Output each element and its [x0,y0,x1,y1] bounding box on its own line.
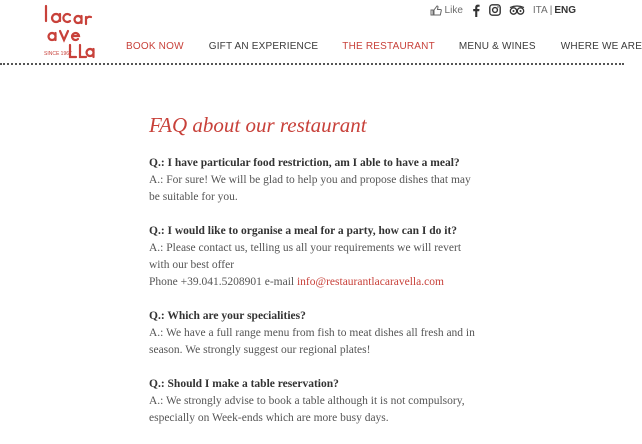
instagram-icon[interactable] [489,4,501,16]
contact-phone: Phone +39.041.5208901 e-mail [149,276,297,288]
lang-ita-link[interactable]: ITA [532,4,548,16]
faq-question: Q.: I would like to organise a meal for a party, how can I do it? [149,225,458,237]
facebook-icon[interactable] [471,4,481,17]
tripadvisor-icon[interactable] [509,5,525,16]
faq-answer: A.: For sure! We will be glad to help you and propose dishes that may be suitable for you. [149,174,471,203]
lang-eng-link[interactable]: ENG [554,4,576,16]
site-header [0,0,642,64]
header-divider [0,63,624,65]
main-nav [126,41,642,52]
lang-separator: | [549,4,553,16]
faq-content [149,112,479,444]
top-utility-bar [430,2,576,18]
contact-email-link[interactable]: info@restaurantlacaravella.com [296,276,444,288]
faq-contact [149,274,479,291]
faq-question: Q.: Which are your specialities? [149,310,306,322]
language-switcher [533,5,576,16]
like-label: Like [444,4,463,16]
since-text: SINCE 1967 [44,51,72,57]
faq-answer: A.: We have a full range menu from fish to meat dishes all fresh and in season. We strongly suggest our regional plates! [149,327,475,356]
facebook-like-button[interactable] [430,5,463,16]
nav-menu-wines[interactable]: MENU & WINES [458,41,536,52]
nav-the-restaurant[interactable]: THE RESTAURANT [342,41,435,52]
faq-question: Q.: Should I make a table reservation? [149,378,339,390]
faq-item [149,308,479,359]
nav-where-we-are[interactable]: WHERE WE ARE [560,41,642,52]
nav-gift-experience[interactable]: GIFT AN EXPERIENCE [208,41,319,52]
faq-item [149,376,479,427]
faq-list [149,155,479,427]
faq-answer: A.: Please contact us, telling us all your requirements we will revert with our best offer [149,242,462,271]
nav-book-now[interactable]: BOOK NOW [126,41,184,52]
page-title: FAQ about our restaurant [149,113,367,137]
la-caravella-logo[interactable] [40,3,102,59]
faq-question: Q.: I have particular food restriction, am I able to have a meal? [149,157,460,169]
thumbs-up-icon [430,5,442,16]
faq-answer: A.: We strongly advise to book a table although it is not compulsory, especially on Week-ends which are more busy days. [149,395,465,424]
faq-item [149,155,479,206]
faq-item [149,223,479,291]
